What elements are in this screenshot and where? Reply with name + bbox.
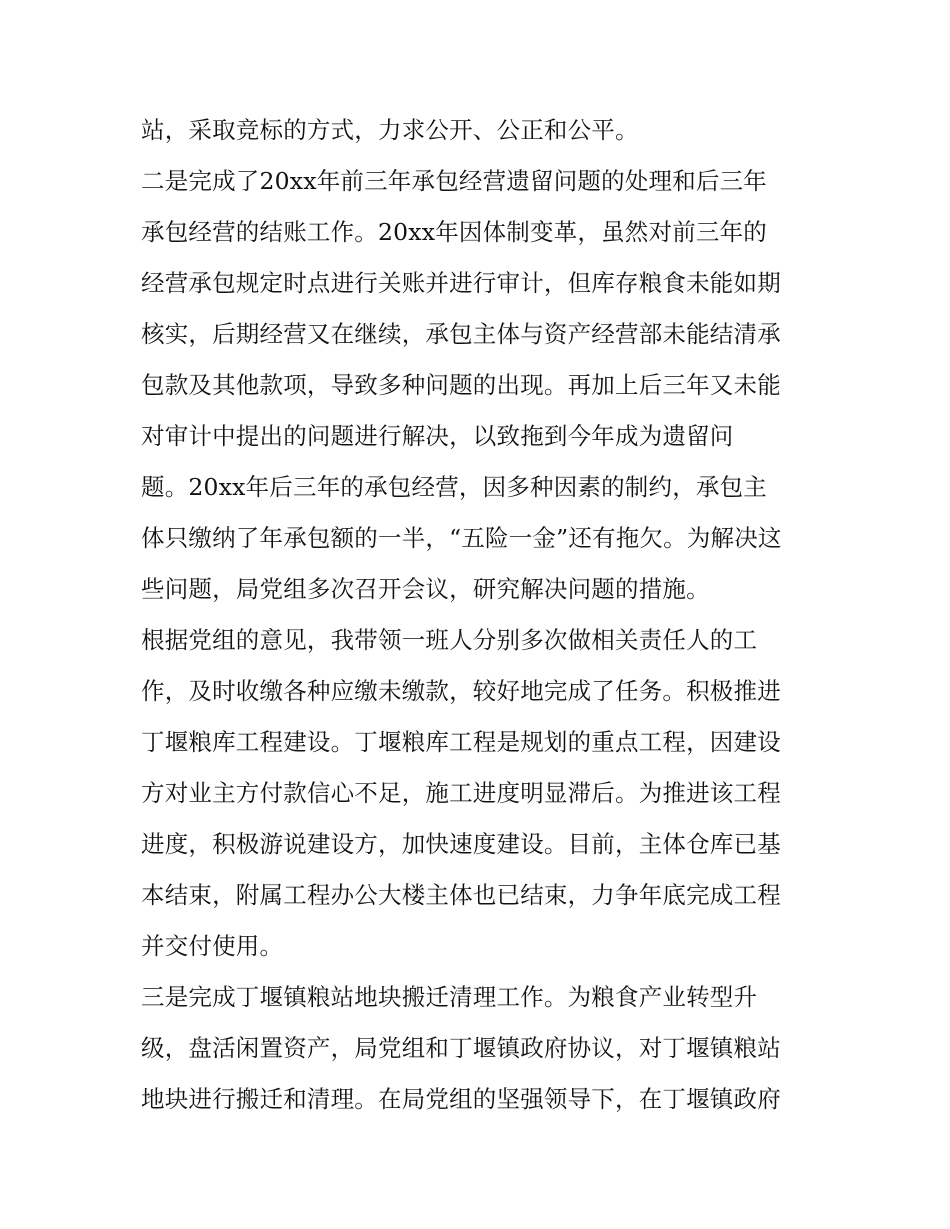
text-line: 方对业主方付款信心不足，施工进度明显滞后。为推进该工程 [141,779,781,807]
text-line: 根据党组的意见，我带领一班人分别多次做相关责任人的工 [141,626,758,654]
text-line: 二是完成了20xx年前三年承包经营遗留问题的处理和后三年 [141,167,768,195]
text-line: 承包经营的结账工作。20xx年因体制变革，虽然对前三年的 [141,218,768,246]
text-line: 并交付使用。 [141,932,284,960]
text-line: 进度，积极游说建设方，加快速度建设。目前，主体仓库已基 [141,830,781,858]
text-line: 三是完成丁堰镇粮站地块搬迁清理工作。为粮食产业转型升 [141,983,758,1011]
text-line: 站，采取竞标的方式，力求公开、公正和公平。 [141,116,639,144]
text-line: 本结束，附属工程办公大楼主体也已结束，力争年底完成工程 [141,881,781,909]
text-line: 体只缴纳了年承包额的一半，“五险一金”还有拖欠。为解决这 [141,524,782,552]
text-line: 包款及其他款项，导致多种问题的出现。再加上后三年又未能 [141,371,781,399]
text-line: 对审计中提出的问题进行解决，以致拖到今年成为遗留问 [141,422,734,450]
text-line: 些问题，局党组多次召开会议，研究解决问题的措施。 [141,575,710,603]
text-line: 丁堰粮库工程建设。丁堰粮库工程是规划的重点工程，因建设 [141,728,781,756]
text-line: 经营承包规定时点进行关账并进行审计，但库存粮食未能如期 [141,269,781,297]
text-line: 核实，后期经营又在继续，承包主体与资产经营部未能结清承 [141,320,781,348]
text-line: 作，及时收缴各种应缴未缴款，较好地完成了任务。积极推进 [141,677,781,705]
text-line: 地块进行搬迁和清理。在局党组的坚强领导下，在丁堰镇政府 [141,1085,781,1113]
text-line: 题。20xx年后三年的承包经营，因多种因素的制约，承包主 [141,473,768,501]
text-line: 级，盘活闲置资产，局党组和丁堰镇政府协议，对丁堰镇粮站 [141,1034,781,1062]
